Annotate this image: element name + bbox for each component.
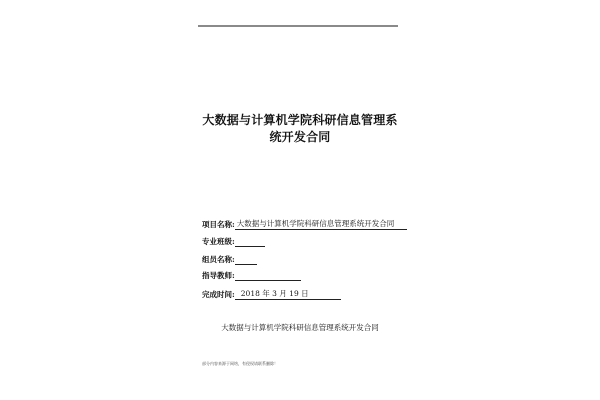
- field-project-name-label: 项目名称:: [202, 220, 235, 229]
- footer-title: 大数据与计算机学院科研信息管理系统开发合同: [221, 323, 379, 332]
- field-class: [202, 237, 265, 247]
- field-completion-date: [202, 289, 341, 300]
- field-advisor-value: [235, 271, 301, 281]
- field-members-label: 组员名称:: [202, 255, 235, 264]
- field-project-name-value: 大数据与计算机学院科研信息管理系统开发合同: [235, 219, 407, 230]
- document-title-line1: 大数据与计算机学院科研信息管理系: [202, 113, 398, 127]
- footnote: 部分内容来源于网络，有侵权请联系删除！: [202, 361, 278, 366]
- field-advisor: [202, 271, 301, 281]
- field-advisor-label: 指导教师:: [202, 271, 235, 280]
- field-class-value: [235, 237, 265, 247]
- field-members: [202, 255, 257, 265]
- field-completion-date-value: 2018 年 3 月 19 日: [235, 289, 341, 300]
- document-title: [200, 112, 400, 146]
- top-divider: [198, 25, 398, 27]
- field-completion-date-label: 完成时间:: [202, 290, 235, 299]
- field-class-label: 专业班级:: [202, 237, 235, 246]
- document-title-line2: 统开发合同: [269, 130, 331, 144]
- field-members-value: [235, 255, 257, 265]
- field-project-name: [202, 219, 407, 230]
